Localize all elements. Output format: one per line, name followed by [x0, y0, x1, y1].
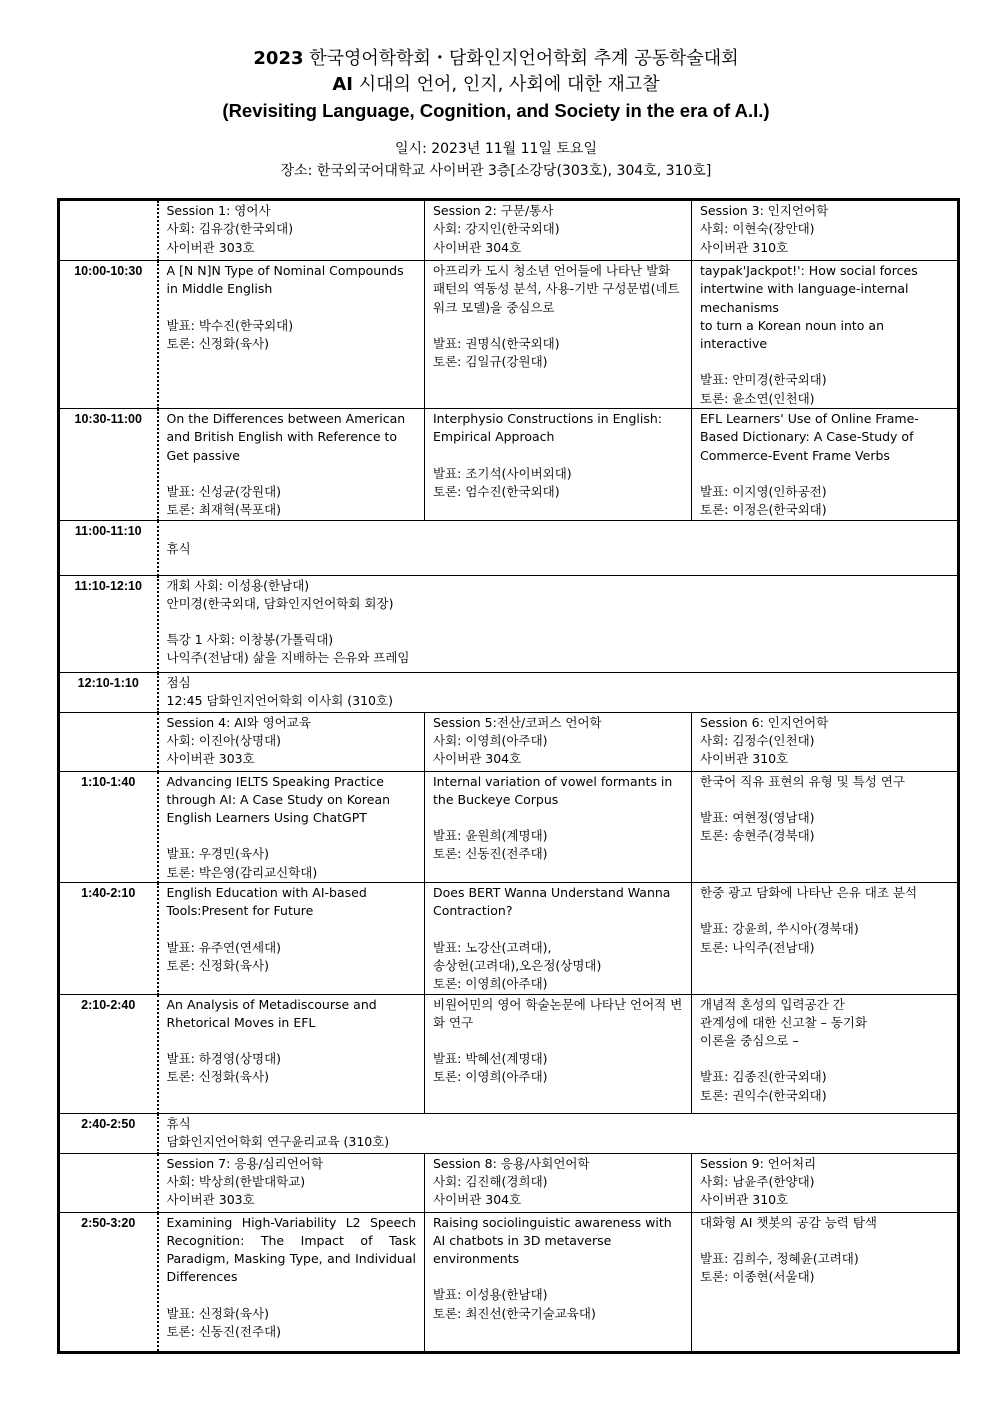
cell-line — [167, 613, 950, 631]
full-width-cell — [158, 1113, 959, 1153]
session-cell — [425, 712, 692, 771]
schedule-row — [59, 771, 959, 882]
cell-line: 발표: 박혜선(계명대) — [433, 1051, 548, 1067]
cell-line: 발표: 김종진(한국외대) — [700, 1069, 827, 1085]
cell-line: 토론: 이정은(한국외대) — [700, 502, 827, 518]
cell-line: 사회: 김정수(인천대) — [700, 732, 815, 748]
cell-line: 사이버관 304호 — [433, 1192, 522, 1208]
cell-line — [433, 447, 683, 465]
cell-line: 토론: 김일규(강원대) — [433, 354, 548, 370]
cell-line: taypak'Jackpot!': How social forces intertwine with language-internal mechanisms — [700, 263, 922, 315]
cell-line: 12:45 담화인지언어학회 이사회 (310호) — [166, 692, 393, 708]
cell-line: 송상헌(고려대),오은정(상명대) — [433, 957, 602, 973]
cell-line: Session 2: 구문/통사 — [433, 203, 554, 218]
cell-line: 사이버관 304호 — [433, 751, 522, 767]
cell-line: 사회: 김진해(경희대) — [433, 1173, 548, 1189]
cell-line — [433, 317, 683, 335]
cell-line: Does BERT Wanna Understand Wanna Contraction? — [433, 885, 675, 919]
session-cell — [158, 1212, 425, 1352]
session-cell — [692, 1212, 959, 1352]
cell-line: Session 6: 인지언어학 — [700, 714, 829, 730]
cell-line: 사이버관 310호 — [700, 751, 789, 767]
cell-line: 발표: 권명식(한국외대) — [433, 335, 560, 351]
session-cell — [158, 994, 425, 1113]
session-cell — [425, 994, 692, 1113]
session-cell — [692, 1153, 959, 1212]
cell-line: 발표: 안미경(한국외대) — [700, 372, 827, 388]
cell-line: 토론: 신정화(육사) — [166, 1069, 269, 1085]
cell-line: A [N N]N Type of Nominal Compounds in Middle English — [166, 263, 408, 297]
cell-line: 토론: 박은영(감리교신학대) — [166, 864, 318, 880]
conference-title-rest: 한국영어학학회・담화인지언어학회 추계 공동학술대회 — [303, 48, 739, 69]
time-cell — [59, 712, 158, 771]
cell-line: 사이버관 310호 — [700, 1192, 789, 1208]
session-cell — [425, 200, 692, 261]
conference-title-text — [253, 48, 738, 69]
cell-line: 발표: 조기석(사이버외대) — [433, 465, 572, 481]
cell-line: English Education with AI-based Tools:Present for Future — [166, 885, 371, 919]
session-cell — [425, 1212, 692, 1352]
cell-line: Examining High-Variability L2 Speech Recognition: The Impact of Task Paradigm, Masking Type, and Individual Differences — [166, 1214, 420, 1285]
cell-line: 발표: 유주연(연세대) — [166, 939, 282, 955]
cell-line: 휴식 — [166, 1115, 191, 1131]
cell-line: 비원어민의 영어 학술논문에 나타난 언어적 변화 연구 — [433, 996, 683, 1030]
cell-line — [700, 791, 949, 809]
cell-line: to turn a Korean noun into an interactive — [700, 317, 888, 352]
cell-line: Advancing IELTS Speaking Practice through AI: A Case Study on Korean English Learners Using ChatGPT — [166, 773, 395, 826]
schedule-row — [59, 261, 959, 409]
schedule-row — [59, 883, 959, 994]
cell-line: 발표: 우경민(육사) — [166, 846, 269, 862]
cell-line: 사회: 강지인(한국외대) — [433, 221, 560, 237]
cell-line: 토론: 권익수(한국외대) — [700, 1087, 827, 1103]
cell-line: 사이버관 310호 — [700, 239, 789, 255]
cell-line: EFL Learners' Use of Online Frame-Based Dictionary: A Case-Study of Commerce-Event Frame Verbs — [700, 411, 919, 463]
time-cell: 11:00-11:10 — [59, 520, 158, 575]
full-width-cell — [158, 672, 959, 712]
cell-line: 사이버관 304호 — [433, 239, 522, 255]
cell-line: 토론: 엄수진(한국외대) — [433, 483, 560, 499]
schedule-row — [59, 712, 959, 771]
place-line: 장소: 한국외국어대학교 사이버관 3층[소강당(303호), 304호, 310호] — [280, 163, 712, 179]
cell-line — [167, 465, 417, 483]
cell-line — [167, 827, 417, 845]
cell-line: 사회: 남윤주(한양대) — [700, 1173, 815, 1189]
schedule-body — [59, 200, 959, 1353]
schedule-row — [59, 1212, 959, 1352]
full-width-cell — [158, 575, 959, 672]
session-cell — [425, 1153, 692, 1212]
cell-line: 발표: 김희수, 정혜윤(고려대) — [700, 1250, 859, 1266]
cell-line: Session 8: 응용/사회언어학 — [433, 1155, 590, 1171]
cell-line: 발표: 노강산(고려대), — [433, 939, 552, 955]
session-cell — [692, 200, 959, 261]
cell-line: 발표: 이성용(한남대) — [433, 1287, 548, 1303]
cell-line: On the Differences between American and British English with Reference to Get passive — [166, 411, 410, 463]
cell-line: Internal variation of vowel formants in the Buckeye Corpus — [433, 773, 677, 807]
cell-line: 사회: 박상희(한밭대학교) — [166, 1173, 306, 1189]
cell-line — [433, 921, 683, 939]
session-cell — [692, 994, 959, 1113]
cell-line: 토론: 이영희(아주대) — [433, 1069, 548, 1085]
cell-line: 발표: 박수진(한국외대) — [166, 317, 294, 333]
schedule-row — [59, 520, 959, 575]
cell-line: 발표: 이지영(인하공전) — [700, 483, 827, 499]
cell-line — [167, 921, 417, 939]
session-cell — [158, 883, 425, 994]
cell-line: 사이버관 303호 — [166, 1192, 255, 1208]
cell-line: 사이버관 303호 — [166, 751, 255, 767]
session-cell — [158, 409, 425, 520]
cell-line: 특강 1 사회: 이창봉(가톨릭대) — [166, 632, 334, 648]
session-cell — [158, 712, 425, 771]
cell-line: 휴식 — [166, 540, 191, 556]
cell-line — [433, 809, 683, 827]
cell-line: 토론: 신동진(전주대) — [166, 1324, 282, 1340]
cell-line: 발표: 신성균(강원대) — [166, 483, 282, 499]
cell-line — [700, 465, 949, 483]
cell-line — [167, 299, 417, 317]
cell-line — [167, 1032, 417, 1050]
cell-line — [700, 1050, 949, 1068]
cell-line — [167, 522, 950, 540]
cell-line: 토론: 송현주(경북대) — [700, 828, 815, 844]
schedule-table — [57, 198, 960, 1354]
cell-line: Session 7: 응용/심리언어학 — [166, 1155, 324, 1171]
cell-line: 사회: 이진아(상명대) — [166, 732, 282, 748]
time-cell: 1:40-2:10 — [59, 883, 158, 994]
cell-line: 이론을 중심으로 – — [700, 1033, 799, 1049]
cell-line — [433, 1032, 683, 1050]
time-cell: 10:00-10:30 — [59, 261, 158, 409]
cell-line: 토론: 이영희(아주대) — [433, 976, 548, 992]
cell-line: 토론: 신동진(전주대) — [433, 846, 548, 862]
conference-title — [0, 46, 992, 72]
session-cell — [158, 771, 425, 882]
cell-line: 사회: 김유강(한국외대) — [166, 221, 294, 237]
schedule-row — [59, 994, 959, 1113]
cell-line: 담화인지언어학회 연구윤리교육 (310호) — [166, 1133, 390, 1149]
cell-line: 토론: 최재혁(목포대) — [166, 502, 282, 518]
cell-line: 발표: 여현정(영남대) — [700, 809, 815, 825]
time-cell: 2:50-3:20 — [59, 1212, 158, 1352]
time-cell — [59, 1153, 158, 1212]
cell-line: 사이버관 303호 — [166, 239, 255, 255]
date-line: 일시: 2023년 11월 11일 토요일 — [395, 141, 597, 157]
cell-line: 개념적 혼성의 입력공간 간 — [700, 996, 845, 1012]
time-cell: 11:10-12:10 — [59, 575, 158, 672]
cell-line: Session 4: AI와 영어교육 — [166, 714, 311, 730]
session-cell — [692, 712, 959, 771]
schedule-row — [59, 1113, 959, 1153]
schedule-row — [59, 409, 959, 520]
cell-line: 대화형 AI 챗봇의 공감 능력 탐색 — [700, 1214, 878, 1230]
session-cell — [425, 883, 692, 994]
cell-line: 토론: 나익주(전남대) — [700, 939, 815, 955]
session-cell — [692, 261, 959, 409]
cell-line — [433, 1268, 683, 1286]
cell-line: 개회 사회: 이성용(한남대) — [166, 577, 310, 593]
session-cell — [692, 771, 959, 882]
cell-line: 사회: 이영희(아주대) — [433, 732, 548, 748]
conference-subtitle-text — [332, 74, 659, 95]
cell-line: Interphysio Constructions in English: Empirical Approach — [433, 411, 666, 445]
schedule-row — [59, 1153, 959, 1212]
time-cell: 2:10-2:40 — [59, 994, 158, 1113]
time-cell: 2:40-2:50 — [59, 1113, 158, 1153]
cell-line: 토론: 신정화(육사) — [166, 957, 269, 973]
cell-line: 발표: 신정화(육사) — [166, 1305, 269, 1321]
cell-line: 안미경(한국외대, 담화인지언어학회 회장) — [166, 595, 394, 611]
schedule-row — [59, 575, 959, 672]
cell-line: 한국어 직유 표현의 유형 및 특성 연구 — [700, 773, 905, 789]
conference-year: 2023 — [253, 48, 304, 69]
time-cell: 12:10-1:10 — [59, 672, 158, 712]
session-cell — [425, 261, 692, 409]
cell-line: Session 1: 영어사 — [166, 203, 271, 218]
cell-line: 토론: 신정화(육사) — [166, 335, 269, 351]
cell-line: 발표: 하경영(상명대) — [166, 1051, 282, 1067]
conference-subtitle — [0, 72, 992, 98]
cell-line: 토론: 이종현(서울대) — [700, 1269, 815, 1285]
cell-line — [167, 1287, 417, 1305]
cell-line: 아프리카 도시 청소년 언어들에 나타난 발화 패턴의 역동성 분석, 사용-기반 구성문법(네트워크 모델)을 중심으로 — [433, 263, 680, 315]
cell-line — [700, 1232, 949, 1250]
cell-line: Raising sociolinguistic awareness with AI chatbots in 3D metaverse environments — [433, 1214, 676, 1267]
session-cell — [692, 883, 959, 994]
cell-line: Session 3: 인지언어학 — [700, 203, 829, 218]
cell-line: 점심 — [166, 674, 191, 690]
cell-line: 발표: 강윤희, 쑤시아(경북대) — [700, 921, 859, 937]
cell-line — [700, 902, 949, 920]
session-cell — [158, 1153, 425, 1212]
full-width-cell — [158, 520, 959, 575]
cell-line: Session 9: 언어처리 — [700, 1155, 817, 1171]
time-cell — [59, 200, 158, 261]
subtitle-ai: AI — [332, 74, 354, 95]
cell-line: 나익주(전남대) 삶을 지배하는 은유와 프레임 — [166, 650, 410, 666]
session-cell — [425, 409, 692, 520]
session-cell — [158, 261, 425, 409]
session-cell — [158, 200, 425, 261]
cell-line: 발표: 윤원희(계명대) — [433, 828, 548, 844]
cell-line: 토론: 최진선(한국기술교육대) — [433, 1305, 596, 1321]
session-cell — [692, 409, 959, 520]
cell-line: 토론: 윤소연(인천대) — [700, 390, 815, 406]
schedule-row — [59, 200, 959, 261]
session-cell — [425, 771, 692, 882]
cell-line: 관계성에 대한 신고찰 – 동기화 — [700, 1014, 868, 1030]
cell-line: 한중 광고 담화에 나타난 은유 대조 분석 — [700, 885, 918, 901]
cell-line: An Analysis of Metadiscourse and Rhetorical Moves in EFL — [166, 996, 381, 1030]
time-cell: 10:30-11:00 — [59, 409, 158, 520]
english-title: (Revisiting Language, Cognition, and Society in the era of A.I.) — [222, 100, 770, 121]
cell-line: Session 5:전산/코퍼스 언어학 — [433, 714, 602, 730]
cell-line: 사회: 이현숙(장안대) — [700, 221, 815, 237]
schedule-row — [59, 672, 959, 712]
cell-line — [700, 353, 949, 371]
time-cell: 1:10-1:40 — [59, 771, 158, 882]
subtitle-rest: 시대의 언어, 인지, 사회에 대한 재고찰 — [353, 74, 660, 95]
